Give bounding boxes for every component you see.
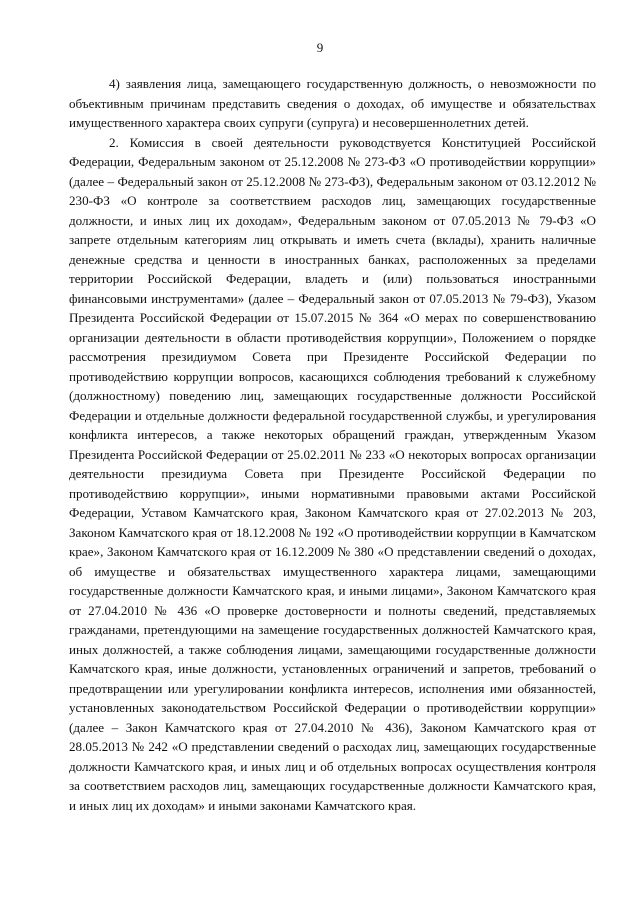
paragraph-item-4: 4) заявления лица, замещающего государственную должность, о невозможности по объективным причинам представить сведения о доходах, об имуществе и обязательствах имущественного характера своих супруги (супруга) и несовершеннолетних детей. [69,76,596,130]
page-number: 9 [316,40,324,55]
document-body [69,74,596,815]
paragraph-commission-legal-basis: 2. Комиссия в своей деятельности руководствуется Конституцией Российской Федерации, Федеральным законом от 25.12.2008 № 273-ФЗ «О противодействии коррупции» (далее – Федеральный закон от 25.12.2008 № 273-ФЗ), Федеральным законом от 03.12.2012 № 230-ФЗ «О контроле за соответствием расходов лиц, замещающих государственные должности, и иных лиц их доходам», Федеральным законом от 07.05.2013 № 79-ФЗ «О запрете отдельным категориям лиц открывать и иметь счета (вклады), хранить наличные денежные средства и ценности в иностранных банках, расположенных за пределами территории Российской Федерации, владеть и (или) пользоваться иностранными финансовыми инструментами» (далее – Федеральный закон от 07.05.2013 № 79-ФЗ), Указом Президента Российской Федерации от 15.07.2015 № 364 «О мерах по совершенствованию организации деятельности в области противодействия коррупции», Положением о порядке рассмотрения президиумом Совета при Президенте Российской Федерации по противодействию коррупции вопросов, касающихся соблюдения требований к служебному (должностному) поведению лиц, замещающих государственные должности Российской Федерации и отдельные должности федеральной государственной службы, и урегулирования конфликта интересов, а также некоторых обращений граждан, утвержденным Указом Президента Российской Федерации от 25.02.2011 № 233 «О некоторых вопросах организации деятельности президиума Совета при Президенте Российской Федерации по противодействию коррупции», иными нормативными правовыми актами Российской Федерации, Уставом Камчатского края, Законом Камчатского края от 27.02.2013 № 203, Законом Камчатского края от 18.12.2008 № 192 «О противодействии коррупции в Камчатском крае», Законом Камчатского края от 16.12.2009 № 380 «О представлении сведений о доходах, об имуществе и обязательствах имущественного характера лицами, замещающими государственные должности Камчатского края, и иными лицами», Законом Камчатского края от 27.04.2010 № 436 «О проверке достоверности и полноты сведений, представляемых гражданами, претендующими на замещение государственных должностей Камчатского края, иных должностей, а также соблюдения лицами, замещающими государственные должности Камчатского края, иные должности, установленных ограничений и запретов, требований о предотвращении или урегулировании конфликта интересов, исполнения ими обязанностей, установленных законодательством Российской Федерации о противодействии коррупции» (далее – Закон Камчатского края от 27.04.2010 № 436), Законом Камчатского края от 28.05.2013 № 242 «О представлении сведений о расходах лиц, замещающих государственные должности Камчатского края, и иных лиц и об отдельных вопросах осуществления контроля за соответствием расходов лиц, замещающих государственные должности Камчатского края, и иных лиц их доходам» и иными законами Камчатского края. [69,134,596,813]
